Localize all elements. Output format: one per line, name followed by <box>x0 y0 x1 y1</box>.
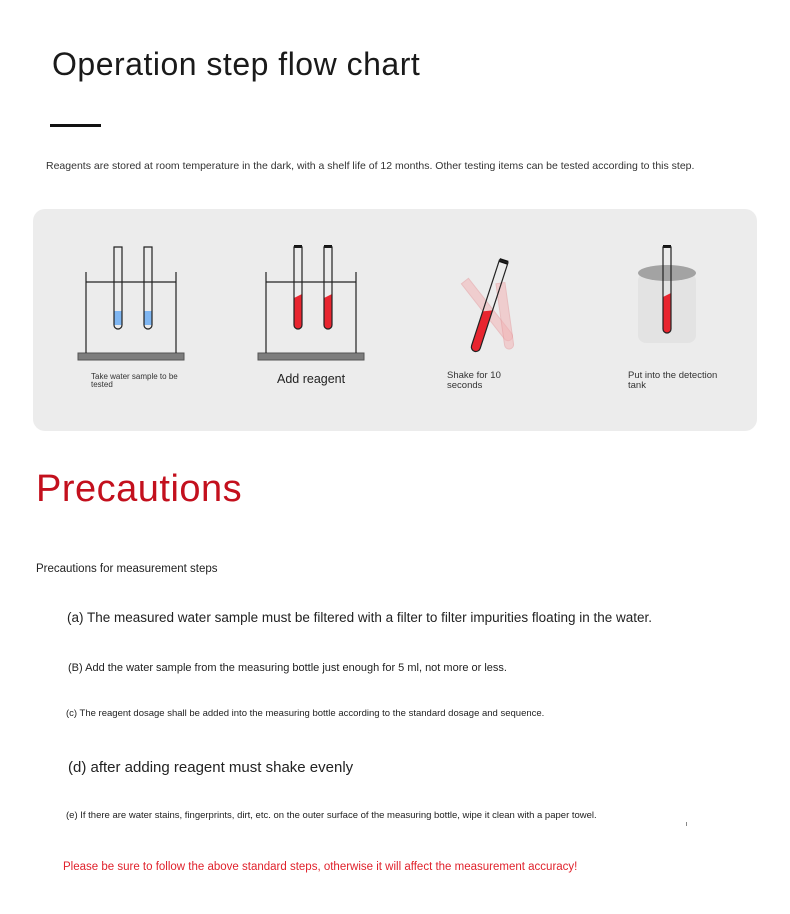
precaution-item-e: (e) If there are water stains, fingerprints, dirt, etc. on the outer surface of the measuring bottle, wipe it clean with a paper towel. <box>66 810 597 821</box>
tube-in-detection-tank-icon <box>635 245 703 349</box>
step-4-caption: Put into the detection tank <box>628 370 718 391</box>
step-2-caption: Add reagent <box>277 372 346 386</box>
shaking-test-tube-icon <box>445 253 525 357</box>
page-title: Operation step flow chart <box>52 46 421 82</box>
storage-note: Reagents are stored at room temperature in the dark, with a shelf life of 12 months. Other testing items can be tested according to this step. <box>46 160 695 172</box>
title-underline <box>50 124 101 127</box>
precaution-item-c: (c) The reagent dosage shall be added into the measuring bottle according to the standard dosage and sequence. <box>66 708 545 719</box>
precautions-title: Precautions <box>36 468 243 510</box>
step-1-caption: Take water sample to be tested <box>91 372 178 390</box>
flow-chart-panel <box>33 209 757 431</box>
precautions-subtitle: Precautions for measurement steps <box>36 563 218 575</box>
stray-mark <box>686 822 687 826</box>
test-tubes-in-rack-water-icon <box>77 245 187 363</box>
step-3-caption: Shake for 10 seconds <box>447 370 501 391</box>
precaution-item-b: (B) Add the water sample from the measuring bottle just enough for 5 ml, not more or less. <box>68 662 507 674</box>
accuracy-warning: Please be sure to follow the above standard steps, otherwise it will affect the measurement accuracy! <box>63 861 578 873</box>
precaution-item-d: (d) after adding reagent must shake evenly <box>68 759 354 776</box>
precaution-item-a: (a) The measured water sample must be filtered with a filter to filter impurities floating in the water. <box>67 610 653 625</box>
test-tubes-in-rack-reagent-icon <box>257 245 367 363</box>
